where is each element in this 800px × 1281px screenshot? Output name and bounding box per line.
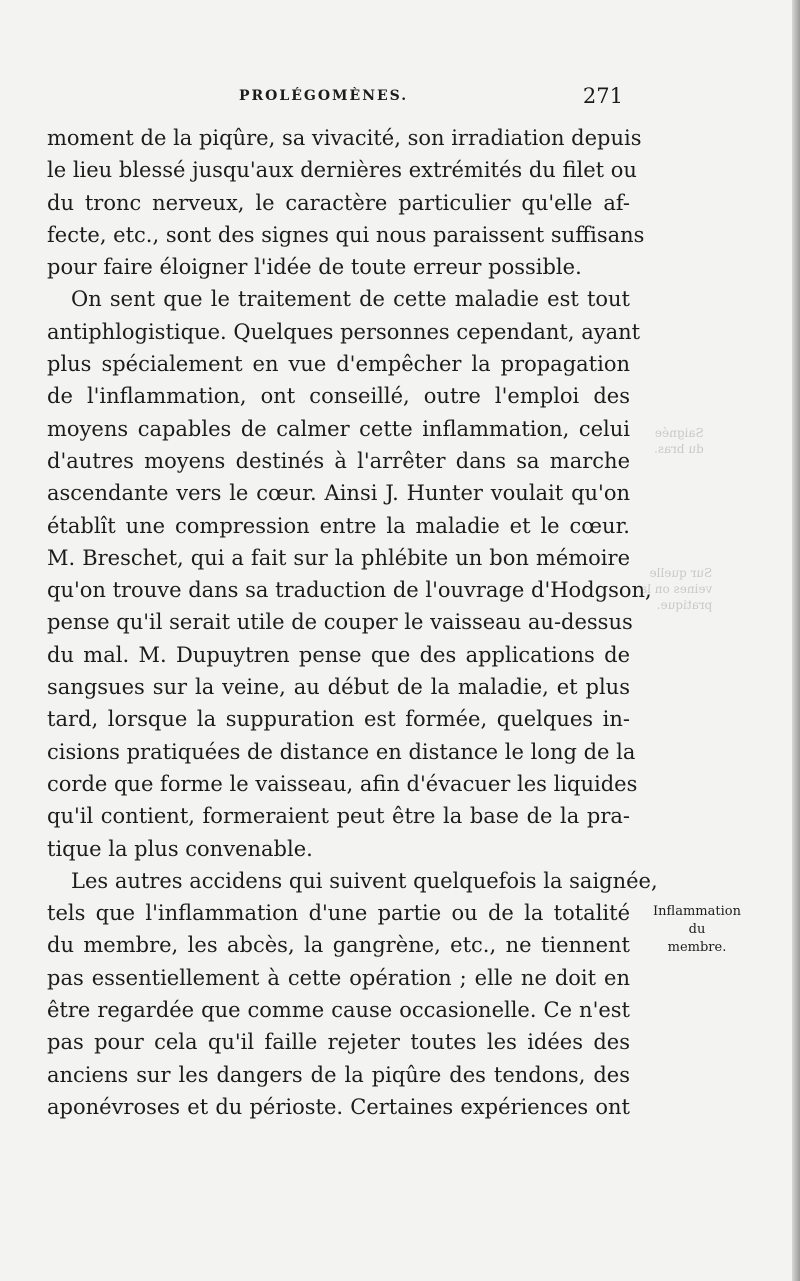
show-through-line: du bras. (654, 442, 704, 456)
text-line: du tronc nerveux, le caractère particulier qu'elle af- (47, 190, 630, 215)
page-header (47, 86, 627, 110)
text-line: moment de la piqûre, sa vivacité, son irradiation depuis (47, 126, 642, 150)
margin-note (633, 903, 761, 957)
text-line: pas essentiellement à cette opération ; elle ne doit en (47, 965, 630, 990)
text-line: cisions pratiquées de distance en distance le long de la (47, 739, 636, 764)
text-line: le lieu blessé jusqu'aux dernières extrémités du filet ou (47, 158, 637, 183)
margin-note-line: Inflammation (653, 904, 741, 919)
margin-note-line: membre. (667, 940, 727, 955)
text-line: qu'il contient, formeraient peut être la base de la pra- (47, 804, 630, 829)
margin-note-line: du (688, 922, 706, 937)
running-title: PROLÉGOMÈNES. (239, 88, 409, 104)
text-line: fecte, etc., sont des signes qui nous paraissent suffisans (47, 222, 645, 247)
text-line: être regardée que comme cause occasionelle. Ce n'est (47, 998, 630, 1023)
text-line: tard, lorsque la suppuration est formée, quelques in- (47, 707, 630, 732)
text-line: On sent que le traitement de cette maladie est tout (71, 287, 630, 312)
text-line: de l'inflammation, ont conseillé, outre l'emploi des (47, 384, 630, 409)
text-line: corde que forme le vaisseau, afin d'évacuer les liquides (47, 771, 638, 796)
body-text (47, 122, 658, 1123)
text-line: du membre, les abcès, la gangrène, etc., ne tiennent (47, 933, 630, 958)
show-through-line: pratique. (656, 598, 713, 612)
text-line: antiphlogistique. Quelques personnes cependant, ayant (47, 319, 641, 344)
show-through-line: Sur quelle (649, 566, 713, 580)
text-line: tels que l'inflammation d'une partie ou de la totalité (47, 901, 630, 926)
text-line: établît une compression entre la maladie et le cœur. (47, 513, 630, 538)
text-line: pour faire éloigner l'idée de toute erreur possible. (47, 255, 582, 280)
text-line: M. Breschet, qui a fait sur la phlébite un bon mémoire (47, 545, 630, 570)
text-line: sangsues sur la veine, au début de la maladie, et plus (47, 675, 630, 700)
text-line: du mal. M. Dupuytren pense que des applications de (47, 642, 630, 667)
text-line: aponévroses et du périoste. Certaines expériences ont (47, 1094, 630, 1119)
text-line: anciens sur les dangers de la piqûre des tendons, des (47, 1062, 630, 1087)
text-line: pas pour cela qu'il faille rejeter toutes les idées des (47, 1030, 630, 1055)
text-line: Les autres accidens qui suivent quelquefois la saignée, (71, 868, 658, 893)
show-through-line: Saignée (654, 426, 704, 440)
show-through-line: veines on la (640, 582, 713, 596)
text-line: d'autres moyens destinés à l'arrêter dans sa marche (47, 448, 630, 473)
paragraph-continuation (47, 122, 645, 283)
text-line: ascendante vers le cœur. Ainsi J. Hunter voulait qu'on (47, 481, 630, 506)
paragraph-treatment (47, 283, 652, 864)
page-number: 271 (582, 84, 623, 108)
paragraph-accidents (47, 865, 658, 1123)
text-line: pense qu'il serait utile de couper le vaisseau au-dessus (47, 610, 633, 635)
show-through-note-1 (654, 425, 704, 457)
text-line: moyens capables de calmer cette inflammation, celui (47, 416, 630, 441)
text-line: tique la plus convenable. (47, 836, 313, 861)
page-edge-shadow (792, 0, 800, 1281)
text-line: plus spécialement en vue d'empêcher la propagation (47, 352, 630, 377)
text-line: qu'on trouve dans sa traduction de l'ouvrage d'Hodgson, (47, 578, 652, 603)
